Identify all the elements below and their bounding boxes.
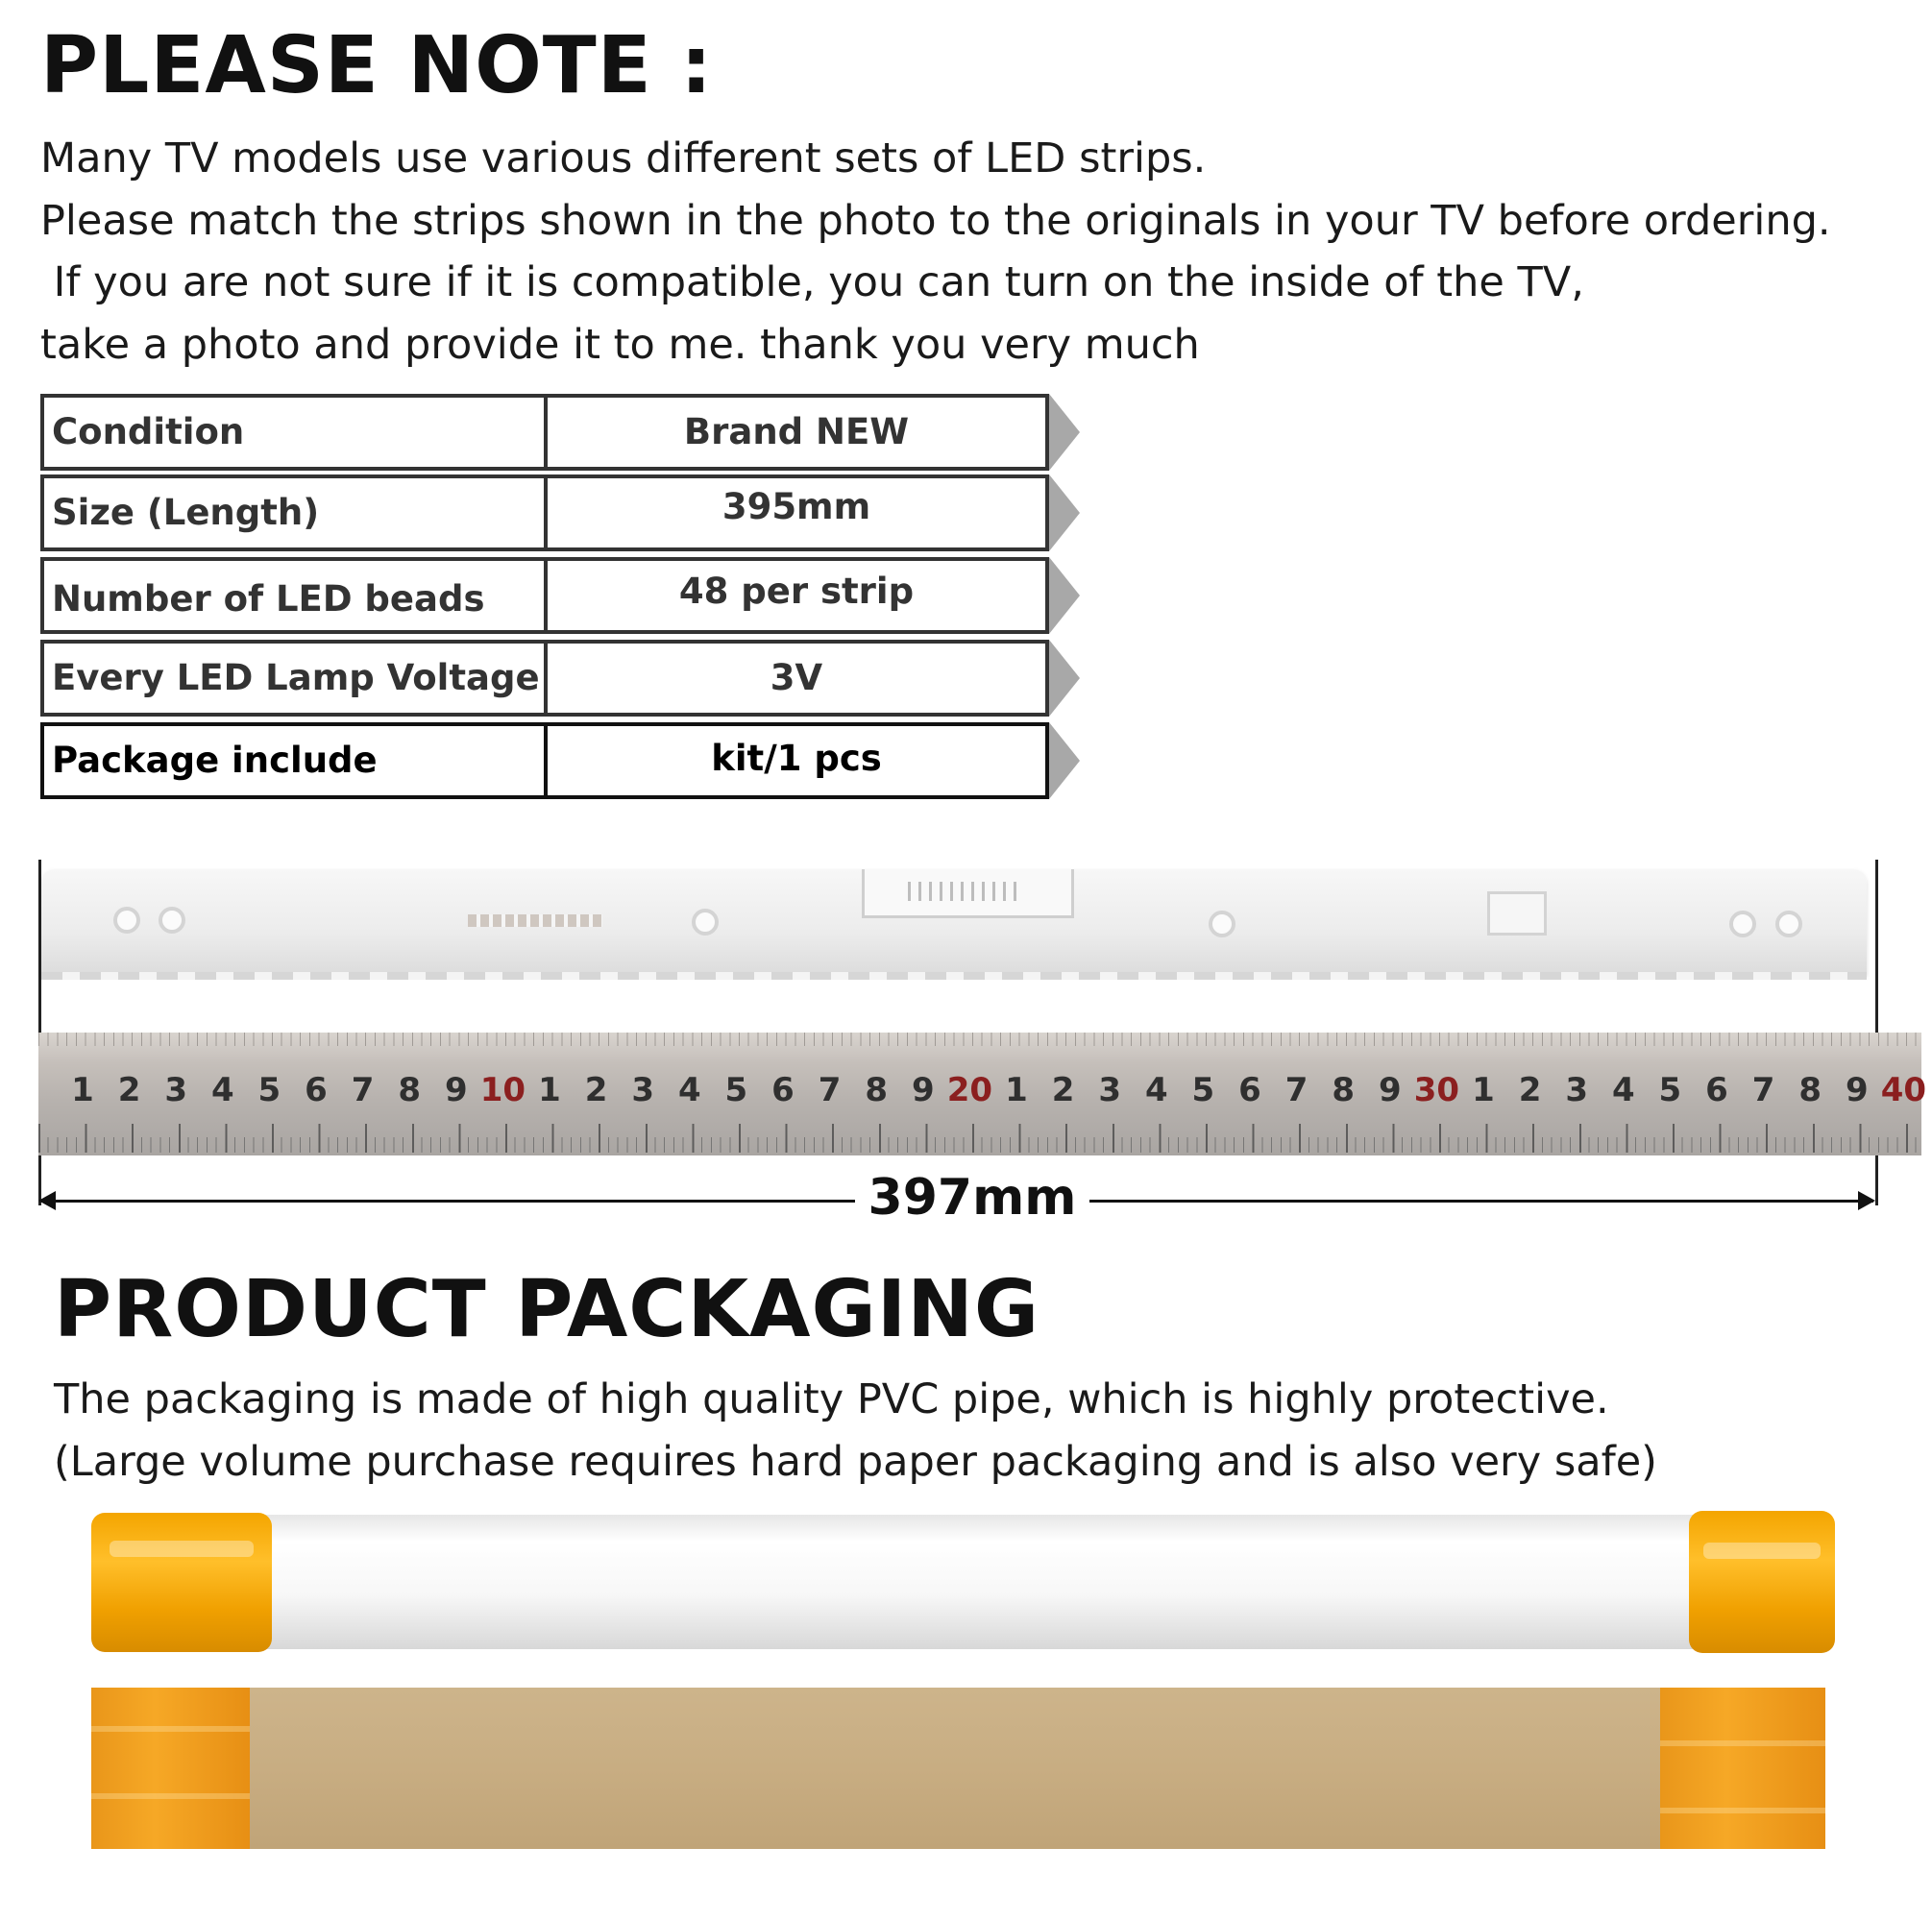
arrow-left-icon — [38, 1191, 56, 1210]
mounting-hole — [1729, 911, 1756, 937]
spec-label: Size (Length) — [52, 492, 320, 533]
note-line-2: Please match the strips shown in the photo to the originals in your TV before ordering. — [40, 197, 1831, 245]
note-line-3: If you are not sure if it is compatible, you can turn on the inside of the TV, — [40, 258, 1584, 306]
ruler-number: 40 — [1880, 1071, 1927, 1109]
tape-wrinkle — [1660, 1808, 1825, 1813]
ruler-number: 7 — [1284, 1071, 1308, 1109]
ruler-number: 4 — [677, 1071, 701, 1109]
ruler-number: 20 — [946, 1071, 993, 1109]
ruler-number: 5 — [724, 1071, 748, 1109]
led-bead-row — [41, 972, 1867, 980]
row-arrow-icon — [1049, 474, 1080, 551]
cardboard-box — [91, 1688, 1825, 1849]
ruler-number: 1 — [1005, 1071, 1028, 1109]
connector-pins — [908, 882, 1018, 901]
spec-value: Brand NEW — [683, 411, 910, 452]
ruler-number: 9 — [1378, 1071, 1402, 1109]
mounting-hole — [692, 909, 719, 936]
mounting-hole — [113, 907, 140, 934]
tape-shine — [1703, 1543, 1821, 1560]
ruler-number: 6 — [305, 1071, 328, 1109]
spec-value: 48 per strip — [678, 571, 915, 612]
row-arrow-icon — [1049, 640, 1080, 717]
ruler-number: 6 — [1705, 1071, 1728, 1109]
ruler-number: 9 — [911, 1071, 935, 1109]
ruler-number: 2 — [1518, 1071, 1542, 1109]
ruler-number: 8 — [865, 1071, 889, 1109]
spec-value: kit/1 pcs — [711, 738, 882, 779]
ruler-number: 1 — [71, 1071, 94, 1109]
row-arrow-icon — [1049, 722, 1080, 799]
ruler-number: 3 — [1565, 1071, 1589, 1109]
pipe-tape-right — [1689, 1511, 1835, 1653]
spec-label: Condition — [52, 411, 245, 452]
spec-label: Every LED Lamp Voltage — [52, 657, 540, 698]
spec-value: 395mm — [721, 486, 871, 527]
box-tape-left — [91, 1688, 250, 1849]
ruler-number: 4 — [1611, 1071, 1635, 1109]
ruler-number: 30 — [1413, 1071, 1460, 1109]
ruler-top-ticks — [38, 1033, 1921, 1046]
pvc-pipe — [91, 1515, 1835, 1649]
measurement-label: 397mm — [855, 1164, 1089, 1231]
note-line-1: Many TV models use various different sets of LED strips. — [40, 134, 1207, 182]
ruler-ticks — [38, 1124, 1921, 1153]
ruler-number: 8 — [398, 1071, 422, 1109]
ruler-number: 7 — [1751, 1071, 1775, 1109]
spec-label: Number of LED beads — [52, 578, 485, 620]
tape-wrinkle — [91, 1793, 250, 1799]
note-title: PLEASE NOTE : — [40, 20, 714, 111]
box-tape-right — [1660, 1688, 1825, 1849]
ruler-number: 1 — [1472, 1071, 1495, 1109]
spec-label: Package include — [52, 740, 378, 781]
mounting-hole — [159, 907, 185, 934]
ruler-number: 9 — [1845, 1071, 1869, 1109]
ruler-number: 5 — [1658, 1071, 1682, 1109]
ruler-number: 3 — [164, 1071, 188, 1109]
spec-row-size — [40, 474, 1049, 551]
ruler-number: 6 — [1238, 1071, 1261, 1109]
tape-wrinkle — [1660, 1740, 1825, 1746]
tape-shine — [110, 1541, 254, 1557]
spec-row-package — [40, 722, 1049, 799]
ruler-number: 3 — [1098, 1071, 1122, 1109]
ruler-number: 10 — [479, 1071, 526, 1109]
ruler-number: 5 — [1191, 1071, 1215, 1109]
ruler-number: 7 — [351, 1071, 375, 1109]
spec-value: 3V — [770, 657, 823, 698]
ruler-number: 8 — [1798, 1071, 1822, 1109]
ruler-number: 4 — [210, 1071, 234, 1109]
pipe-tape-left — [91, 1513, 272, 1652]
arrow-right-icon — [1858, 1191, 1875, 1210]
row-arrow-icon — [1049, 557, 1080, 634]
ruler-number: 3 — [631, 1071, 655, 1109]
ruler-number: 2 — [117, 1071, 141, 1109]
ruler-number: 6 — [771, 1071, 795, 1109]
ruler-number: 8 — [1332, 1071, 1356, 1109]
mounting-hole — [1209, 911, 1235, 937]
ruler-number: 2 — [1051, 1071, 1075, 1109]
packaging-title: PRODUCT PACKAGING — [54, 1264, 1040, 1355]
spec-row-voltage — [40, 640, 1049, 717]
strip-label-chip — [1487, 891, 1547, 936]
ruler-number: 1 — [538, 1071, 561, 1109]
ruler-number: 9 — [444, 1071, 468, 1109]
smd-components — [468, 914, 602, 927]
ruler-number: 5 — [257, 1071, 281, 1109]
row-arrow-icon — [1049, 394, 1080, 471]
mounting-hole — [1775, 911, 1802, 937]
spec-row-led-beads — [40, 557, 1049, 634]
ruler-number: 2 — [584, 1071, 608, 1109]
packaging-line-1: The packaging is made of high quality PVC pipe, which is highly protective. — [54, 1375, 1609, 1423]
note-line-4: take a photo and provide it to me. thank you very much — [40, 321, 1200, 369]
ruler-number: 4 — [1144, 1071, 1168, 1109]
spec-row-condition — [40, 394, 1049, 471]
tape-wrinkle — [91, 1726, 250, 1732]
packaging-line-2: (Large volume purchase requires hard paper packaging and is also very safe) — [54, 1438, 1657, 1486]
ruler-number: 7 — [818, 1071, 842, 1109]
